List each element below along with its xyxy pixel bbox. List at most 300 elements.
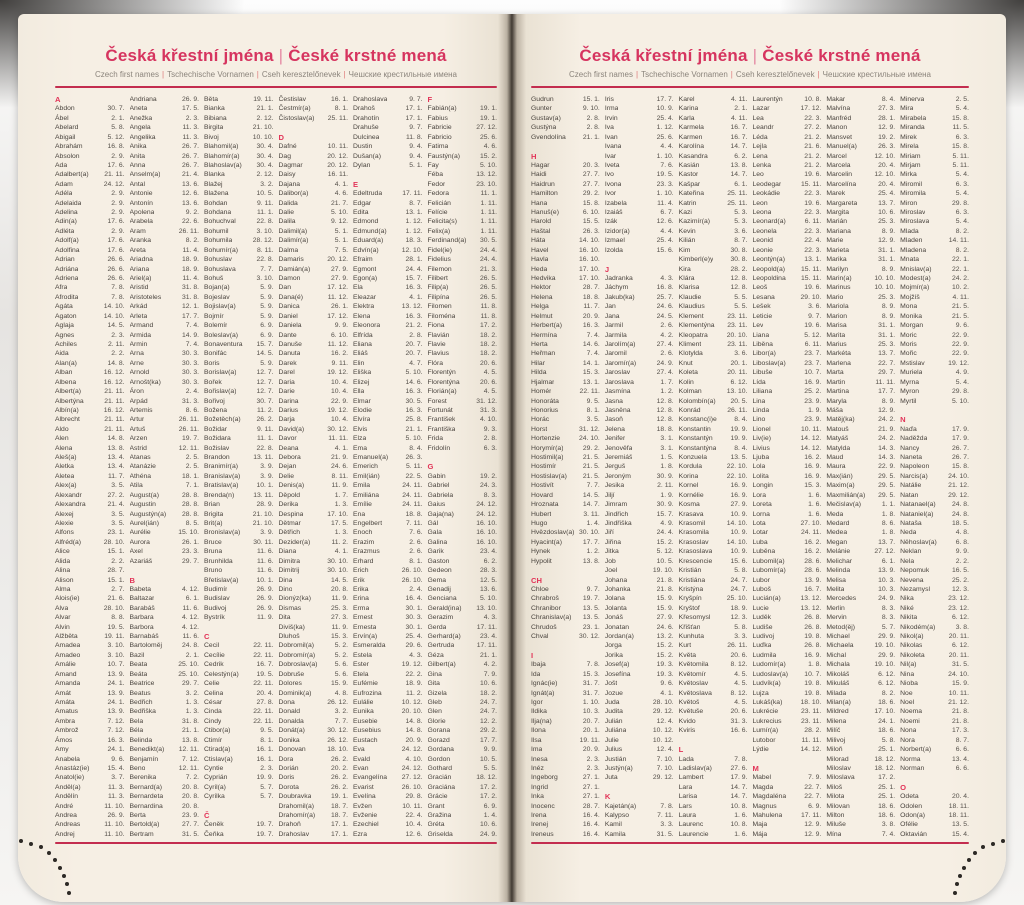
given-name: Cinda (204, 708, 222, 716)
name-day-date: 8. 12. (730, 689, 748, 697)
given-name: Adalbert(a) (55, 171, 89, 179)
name-entry (130, 406, 200, 415)
name-entry (55, 820, 125, 829)
name-entry (353, 227, 423, 236)
name-entry (826, 312, 895, 321)
name-day-date: 19. 2. (479, 472, 497, 480)
name-entry (605, 604, 674, 613)
given-name: Leontýn(a) (752, 256, 785, 264)
given-name: Kurt (678, 642, 692, 650)
given-name: David(a) (278, 425, 305, 433)
given-name: Beáta (129, 670, 148, 678)
name-day-date: 18. 3. (405, 237, 423, 245)
name-day-date: 17. 3. (951, 727, 969, 735)
name-day-date: 22. 3. (804, 209, 822, 217)
given-name: Drahoň (278, 821, 301, 829)
given-name: Odolen (900, 802, 923, 810)
name-day-date: 28. 6. (804, 557, 822, 565)
name-entry (605, 641, 674, 650)
given-name: Jenifer (604, 435, 626, 443)
given-name: Mercedes (826, 595, 857, 603)
given-name: Miloš (826, 783, 843, 791)
name-day-date: 26. 8. (804, 614, 822, 622)
name-entry (428, 387, 498, 396)
name-day-date: 24. 2. (878, 435, 896, 443)
name-entry (679, 397, 748, 406)
name-entry (130, 312, 200, 321)
name-entry (204, 585, 274, 594)
name-entry (428, 236, 498, 245)
name-entry (353, 312, 423, 321)
name-day-date: 5. 9. (260, 312, 274, 320)
name-entry (752, 538, 821, 547)
name-day-date: 11. 10. (104, 802, 125, 810)
given-name: Laurenc (678, 821, 704, 829)
perforation-dot (967, 858, 971, 862)
given-name: Barbora (129, 623, 154, 631)
name-entry (130, 802, 200, 811)
name-day-date: 29. 7. (181, 680, 199, 688)
given-name: Bohdan (204, 199, 228, 207)
name-entry (55, 557, 125, 566)
given-name: Nikolas (900, 642, 923, 650)
name-entry (428, 491, 498, 500)
given-name: Dag (278, 152, 291, 160)
name-day-date: 23. 11. (801, 708, 822, 716)
given-name: Aleš(a) (55, 454, 77, 462)
name-entry (752, 321, 821, 330)
name-entry (279, 462, 349, 471)
name-entry (55, 613, 125, 622)
given-name: Nela (900, 557, 915, 565)
perforation-dot (53, 858, 57, 862)
name-entry (353, 453, 423, 462)
name-day-date: 12. 8. (656, 416, 674, 424)
given-name: Daniel (278, 312, 298, 320)
given-name: Leoš (752, 284, 768, 292)
given-name: Lída (752, 378, 766, 386)
given-name: Ezechiel (353, 821, 379, 829)
name-entry (900, 613, 969, 622)
given-name: Beata (129, 661, 148, 669)
name-entry (353, 679, 423, 688)
name-day-date: 13. 8. (582, 557, 600, 565)
given-name: Iva (604, 124, 614, 132)
name-day-date: 1. 10. (582, 699, 600, 706)
name-day-date: 10. 6. (479, 680, 497, 688)
name-day-date: 8. 9. (881, 265, 896, 273)
given-name: Běta (204, 96, 218, 103)
name-entry (531, 689, 600, 698)
name-entry (204, 283, 274, 292)
name-day-date: 20. 8. (330, 585, 348, 593)
given-name: Ferdinand(a) (427, 237, 467, 245)
given-name: Adrian (55, 256, 75, 264)
given-name: Josefína (604, 670, 631, 678)
name-day-date: 31. 1. (878, 246, 896, 254)
given-name: Milivoj (826, 736, 846, 744)
given-name: Brian (204, 501, 220, 509)
name-entry (752, 604, 821, 613)
name-entry (752, 689, 821, 698)
given-name: Aurel(ián) (129, 519, 159, 527)
name-entry (279, 604, 349, 613)
given-name: Miroslav (900, 209, 926, 217)
name-entry (605, 236, 674, 245)
given-name: Ariana (129, 265, 150, 273)
name-day-date: 27. 7. (181, 821, 199, 829)
given-name: Noemi (900, 717, 920, 725)
name-day-date: 9. 9. (955, 548, 969, 556)
name-entry (353, 736, 423, 745)
given-name: Klementýna (678, 322, 715, 330)
name-day-date: 4. 5. (734, 670, 748, 678)
name-day-date: 11. 11. (875, 378, 896, 386)
name-entry (826, 415, 895, 424)
given-name: Ema (353, 444, 367, 452)
name-entry (752, 415, 821, 424)
given-name: Efraim (353, 256, 373, 264)
name-day-date: 5. 10. (479, 161, 497, 169)
name-day-date: 11. 2. (331, 538, 348, 546)
name-entry (55, 387, 125, 396)
name-day-date: 20. 4. (878, 180, 896, 188)
name-day-date: 5. 6. (334, 670, 348, 678)
given-name: Arabela (129, 218, 153, 226)
name-entry (204, 114, 274, 123)
given-name: Ctibor(a) (204, 727, 231, 735)
name-day-date: 2. 3. (260, 764, 274, 772)
given-name: Dominik(a) (278, 689, 312, 697)
given-name: Chval (531, 633, 549, 641)
name-entry (605, 331, 674, 340)
given-name: Atanas (129, 454, 151, 462)
name-day-date: 21. 11. (104, 171, 125, 179)
given-name: Leonid (752, 237, 773, 245)
name-day-date: 15. 1. (107, 576, 125, 584)
name-day-date: 8. 2. (185, 237, 199, 245)
name-entry (353, 152, 423, 161)
name-entry (752, 519, 821, 528)
name-day-date: 10. 12. (652, 736, 674, 744)
name-day-date: 16. 8. (107, 143, 125, 151)
name-day-date: 9. 6. (955, 322, 969, 330)
name-day-date: 5. 4. (955, 190, 969, 198)
name-entry (55, 142, 125, 151)
given-name: Maxmilián(a) (826, 491, 866, 499)
name-day-date: 27. 1. (582, 783, 600, 791)
name-day-date: 30. 12. (579, 633, 600, 641)
name-entry (531, 359, 600, 368)
given-name: Herbert(a) (531, 322, 562, 330)
name-day-date: 1. 6. (808, 501, 822, 509)
given-name: Kornélie (678, 491, 704, 499)
name-day-date: 24. 12. (476, 501, 497, 509)
name-day-date: 16. 4. (582, 830, 600, 838)
name-entry (826, 331, 895, 340)
name-entry (679, 453, 748, 462)
given-name: Amát (55, 689, 71, 697)
given-name: Bohuslav (204, 256, 232, 264)
given-name: Melinda (826, 567, 851, 575)
name-entry (826, 406, 895, 415)
name-entry (353, 802, 423, 811)
name-day-date: 14. 10. (726, 538, 748, 546)
name-day-date: 6. 7. (660, 209, 674, 217)
given-name: Dulcinea (353, 133, 380, 141)
given-name: Albertýna (55, 397, 84, 405)
given-name: Chranibor (531, 604, 561, 612)
name-day-date: 20. 11. (948, 633, 969, 641)
name-day-date: 11. 2. (405, 689, 423, 697)
name-day-date: 25. 4. (878, 190, 896, 198)
name-day-date: 11. 3. (182, 133, 199, 141)
given-name: Heřman (531, 350, 556, 358)
name-day-date: 21. 2. (804, 152, 822, 160)
given-name: Mikoláš (826, 670, 850, 678)
given-name: Ivo (604, 171, 614, 179)
name-day-date: 27. 10. (800, 519, 822, 527)
name-day-date: 14. 3. (878, 444, 896, 452)
name-day-date: 15. 8. (951, 463, 969, 471)
name-entry (55, 368, 125, 377)
given-name: Manon (826, 124, 848, 132)
name-day-date: 13. 9. (107, 670, 125, 678)
name-entry (428, 576, 498, 585)
name-day-date: 28. 1. (878, 114, 896, 122)
name-day-date: 1. 6. (808, 510, 822, 518)
name-entry (900, 528, 969, 537)
name-entry (752, 302, 821, 311)
name-entry (130, 321, 200, 330)
given-name: Koleta (678, 369, 698, 377)
given-name: Milena (826, 717, 847, 725)
name-entry (605, 585, 674, 594)
given-name: Karel (678, 96, 695, 103)
name-entry (428, 792, 498, 801)
perforation-dot (955, 882, 959, 886)
name-day-date: 20. 5. (730, 397, 748, 405)
name-day-date: 11. 10. (104, 830, 125, 838)
given-name: Fatima (427, 143, 449, 151)
name-day-date: 20. 1. (730, 359, 748, 367)
given-name: Miriam (900, 152, 921, 160)
name-entry (279, 641, 349, 650)
left-page (18, 14, 512, 902)
given-name: Bojeslav (204, 293, 230, 301)
given-name: Budislav (204, 595, 230, 603)
name-day-date: 11. 6. (256, 548, 274, 556)
name-day-date: 28. 7. (107, 567, 125, 575)
given-name: Jiljí (604, 491, 615, 499)
name-day-date: 21. 11. (104, 425, 125, 433)
given-name: Justián (604, 755, 627, 763)
name-entry (204, 670, 274, 679)
name-day-date: 20. 2. (330, 764, 348, 772)
name-entry (531, 265, 600, 274)
name-entry (679, 425, 748, 434)
given-name: Forest (427, 397, 447, 405)
subtitle-de: Tschechische Vornamen (641, 70, 728, 79)
given-name: Květomila (678, 661, 709, 669)
name-day-date: 8. 3. (483, 491, 497, 499)
name-day-date: 12. 7. (256, 378, 274, 386)
name-day-date: 11. 3. (182, 124, 199, 132)
name-day-date: 25. 10. (178, 670, 199, 678)
name-day-date: 15. 4. (107, 764, 125, 772)
name-day-date: 5. 3. (734, 218, 748, 226)
name-day-date: 5. 4. (955, 378, 969, 386)
name-day-date: 20. 7. (582, 717, 600, 725)
given-name: Dejan (278, 463, 297, 471)
given-name: Izaiáš (604, 209, 623, 217)
name-day-date: 28. 12. (252, 237, 274, 245)
name-day-date: 20. 9. (582, 312, 600, 320)
given-name: Kira (678, 265, 691, 273)
name-day-date: 26. 11. (727, 642, 748, 650)
name-entry (605, 227, 674, 236)
name-day-date: 7. 9. (808, 774, 822, 782)
name-day-date: 20. 4. (951, 793, 969, 801)
given-name: Irvin (604, 114, 618, 122)
name-entry (55, 217, 125, 226)
name-day-date: 10. 5. (479, 755, 497, 763)
name-day-date: 24. 7. (479, 699, 497, 706)
given-name: Ela (353, 284, 363, 292)
name-entry (531, 283, 600, 292)
title-slovak: České krstné mená (288, 46, 447, 65)
name-entry (55, 340, 125, 349)
name-day-date: 10. 10. (874, 284, 896, 292)
name-entry (605, 180, 674, 189)
name-day-date: 5. 8. (734, 623, 748, 631)
given-name: Kasandra (678, 152, 708, 160)
name-day-date: 27. 9. (656, 614, 674, 622)
name-day-date: 16. 4. (582, 821, 600, 829)
name-entry (531, 528, 600, 537)
name-entry (605, 717, 674, 726)
name-entry (900, 651, 969, 660)
name-day-date: 10. 11. (402, 802, 423, 810)
given-name: Hubert (531, 510, 552, 518)
given-name: Božetěch(a) (204, 416, 241, 424)
name-entry (353, 444, 423, 453)
name-entry (900, 830, 969, 839)
name-entry (428, 632, 498, 641)
name-entry (679, 632, 748, 641)
name-entry (130, 538, 200, 547)
name-entry (900, 368, 969, 377)
name-entry (752, 670, 821, 679)
name-entry (353, 830, 423, 839)
given-name: Damon (278, 275, 301, 283)
given-name: Arkád (129, 303, 148, 311)
name-day-date: 26. 2. (330, 783, 348, 791)
name-entry (605, 302, 674, 311)
given-name: Benjamín (129, 755, 159, 763)
name-entry (752, 802, 821, 811)
name-day-date: 29. 2. (479, 727, 497, 735)
name-entry (428, 359, 498, 368)
given-name: Leopold(a) (752, 265, 785, 273)
given-name: Liběna (752, 340, 773, 348)
name-day-date: 12. 1. (181, 303, 199, 311)
name-day-date: 11. 6. (182, 633, 199, 641)
name-day-date: 9. 10. (582, 105, 600, 113)
given-name: Debora (278, 454, 301, 462)
name-columns (531, 95, 969, 839)
given-name: Aurélie (129, 529, 151, 537)
name-entry (130, 604, 200, 613)
name-entry (428, 717, 498, 726)
name-day-date: 19. 12. (327, 369, 348, 377)
name-entry (679, 689, 748, 698)
letter-header: E (353, 179, 359, 189)
name-entry (679, 557, 748, 566)
given-name: Karmen (678, 133, 703, 141)
name-entry (130, 491, 200, 500)
name-day-date: 22. 11. (253, 708, 274, 716)
given-name: Mirabela (900, 114, 927, 122)
given-name: Antonie (129, 190, 153, 198)
given-name: Albín(a) (55, 406, 79, 414)
name-day-date: 5. 9. (260, 284, 274, 292)
name-day-date: 13. 7. (878, 350, 896, 358)
name-entry (752, 641, 821, 650)
name-entry (279, 104, 349, 113)
name-day-date: 1. 11. (480, 227, 497, 235)
name-entry (679, 133, 748, 142)
given-name: Abrahám (55, 143, 83, 151)
name-entry (826, 142, 895, 151)
name-entry (900, 340, 969, 349)
name-day-date: 11. 8. (480, 303, 497, 311)
name-day-date: 8. 7. (734, 237, 748, 245)
given-name: Čeňka (204, 830, 224, 838)
name-day-date: 4. 5. (734, 699, 748, 706)
given-name: Moris (900, 340, 917, 348)
name-day-date: 17. 6. (107, 161, 125, 169)
given-name: Darek (278, 359, 297, 367)
given-name: Elodie (353, 406, 372, 414)
name-entry (55, 689, 125, 698)
given-name: Dionýz(ka) (278, 595, 311, 603)
name-entry (55, 406, 125, 415)
name-day-date: 14. 10. (103, 303, 125, 311)
name-entry (279, 707, 349, 716)
name-day-date: 24. 8. (951, 501, 969, 509)
name-day-date: 22. 4. (804, 237, 822, 245)
name-entry (428, 689, 498, 698)
name-entry (605, 811, 674, 820)
name-day-date: 19. 9. (730, 425, 748, 433)
given-name: Aida (55, 350, 69, 358)
given-name: Filoména (427, 312, 456, 320)
name-entry (826, 670, 895, 679)
given-name: Erhard (353, 557, 374, 565)
given-name: Garik (427, 548, 444, 556)
spacer-row (531, 566, 600, 575)
name-entry (55, 679, 125, 688)
name-day-date: 1. 2. (660, 388, 674, 396)
name-day-date: 31. 3. (479, 406, 497, 414)
given-name: Jerguš (604, 463, 626, 471)
given-name: Abelard (55, 124, 79, 132)
name-entry (279, 538, 349, 547)
given-name: Iris (604, 96, 614, 103)
name-entry (605, 123, 674, 132)
given-name: Erika (353, 585, 369, 593)
